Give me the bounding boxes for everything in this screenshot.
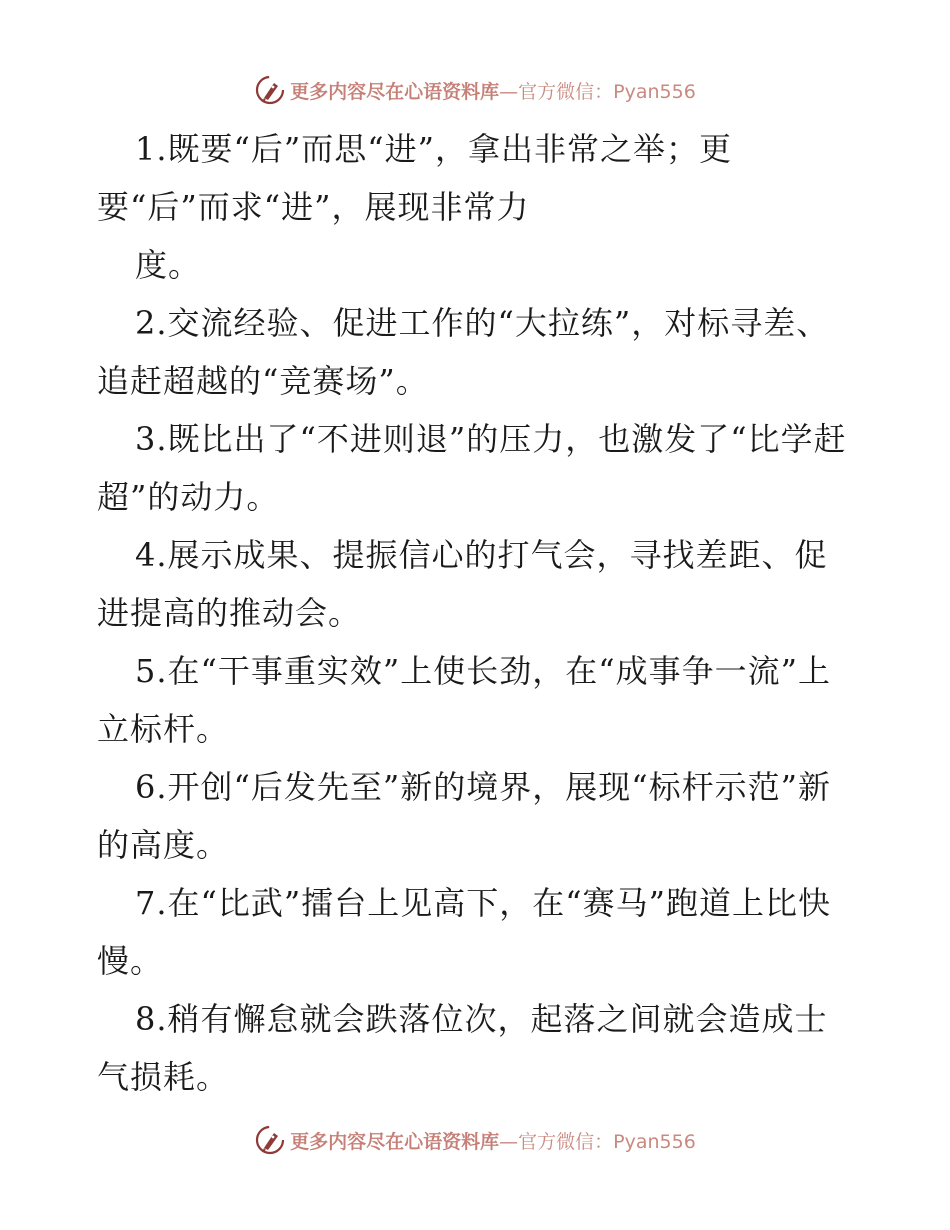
list-item: 8.稍有懈怠就会跌落位次，起落之间就会造成士气损耗。	[97, 1000, 828, 1096]
banner-suffix: —官方微信：Pyan556	[499, 1130, 696, 1153]
list-item: 6.开创“后发先至”新的境界，展现“标杆示范”新的高度。	[97, 768, 831, 864]
banner-suffix: —官方微信：Pyan556	[499, 80, 696, 103]
pen-nib-logo-icon	[254, 74, 286, 106]
document-body	[97, 120, 857, 1106]
list-item: 1.既要“后”而思“进”，拿出非常之举；更要“后”而求“进”，展现非常力	[97, 130, 732, 226]
banner-prefix: 更多内容尽在心语资料库	[290, 80, 500, 103]
list-item: 5.在“干事重实效”上使长劲，在“成事争一流”上立标杆。	[97, 652, 831, 748]
list-item: 4.展示成果、提振信心的打气会，寻找差距、促进提高的推动会。	[97, 536, 828, 632]
list-item: 2.交流经验、促进工作的“大拉练”，对标寻差、追赶超越的“竞赛场”。	[97, 304, 830, 400]
list-item: 7.在“比武”擂台上见高下，在“赛马”跑道上比快慢。	[97, 884, 831, 980]
pen-nib-logo-icon	[254, 1124, 286, 1156]
footer-watermark	[0, 1120, 950, 1160]
banner-prefix: 更多内容尽在心语资料库	[290, 1130, 500, 1153]
list-item-continuation: 度。	[135, 246, 202, 284]
list-item: 3.既比出了“不进则退”的压力，也激发了“比学赶超”的动力。	[97, 420, 847, 516]
header-watermark	[0, 70, 950, 110]
